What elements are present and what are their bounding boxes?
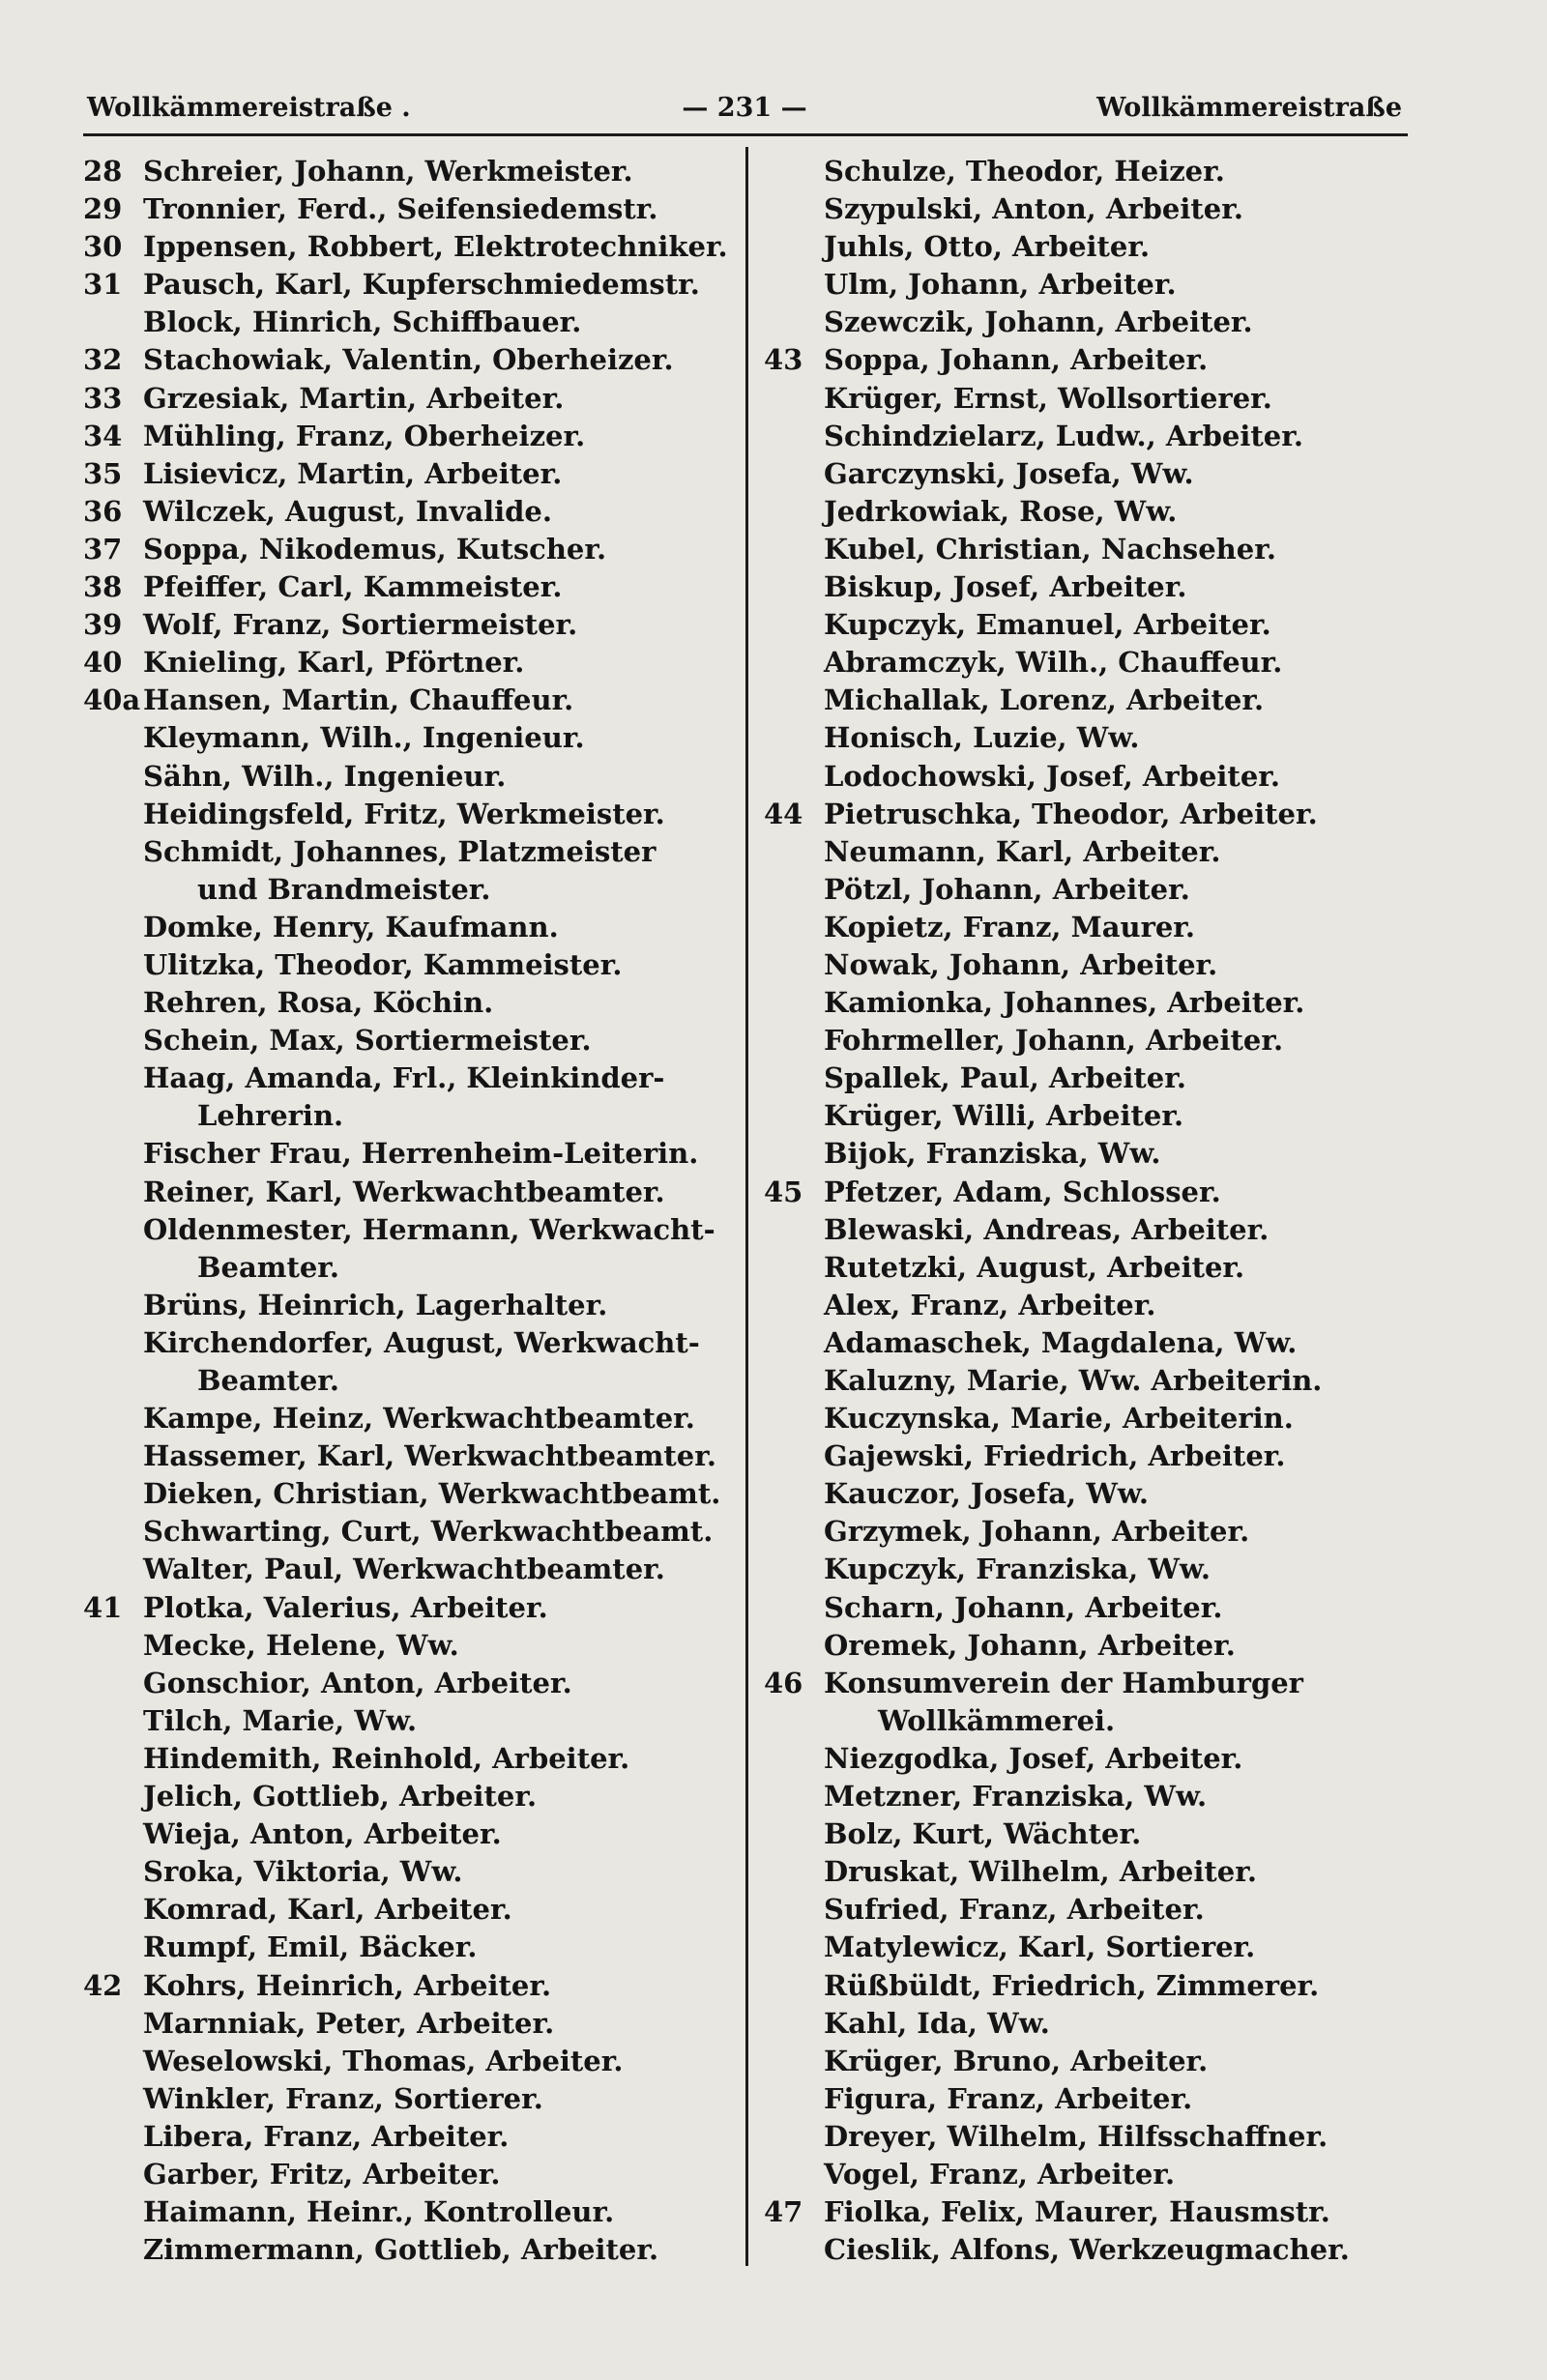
resident-entry	[764, 455, 1412, 493]
resident-entry	[764, 2231, 1412, 2269]
resident-text: Komrad, Karl, Arbeiter.	[143, 1893, 512, 1927]
resident-text: Beamter.	[197, 1364, 339, 1397]
resident-text: Blewaski, Andreas, Arbeiter.	[824, 1212, 1270, 1246]
resident-entry	[83, 1287, 731, 1324]
resident-entry	[764, 719, 1412, 757]
resident-text: Fohrmeller, Johann, Arbeiter.	[824, 1024, 1284, 1058]
resident-entry	[764, 1324, 1412, 1362]
resident-text: Kuczynska, Marie, Arbeiterin.	[824, 1402, 1294, 1436]
resident-text: Kampe, Heinz, Werkwachtbeamter.	[143, 1402, 695, 1436]
resident-text: Vogel, Franz, Arbeiter.	[824, 2157, 1176, 2191]
resident-entry	[764, 1778, 1412, 1815]
resident-entry	[764, 2156, 1412, 2193]
resident-text: Kohrs, Heinrich, Arbeiter.	[143, 1968, 552, 2002]
resident-text: Honisch, Luzie, Ww.	[824, 721, 1140, 755]
resident-text: Haimann, Heinr., Kontrolleur.	[143, 2195, 615, 2229]
resident-text: Ulm, Johann, Arbeiter.	[824, 268, 1177, 302]
resident-text: Walter, Paul, Werkwachtbeamter.	[143, 1553, 665, 1586]
resident-entry	[764, 1551, 1412, 1588]
resident-entry	[83, 644, 731, 682]
resident-text: Libera, Franz, Arbeiter.	[143, 2119, 510, 2153]
resident-text: Kubel, Christian, Nachseher.	[824, 532, 1276, 566]
resident-entry	[83, 2156, 731, 2193]
resident-text: Krüger, Willi, Arbeiter.	[824, 1099, 1184, 1133]
resident-text: Kahl, Ida, Ww.	[824, 2006, 1050, 2040]
resident-entry	[83, 418, 731, 455]
resident-text: Soppa, Nikodemus, Kutscher.	[143, 532, 607, 566]
resident-text: Hansen, Martin, Chauffeur.	[143, 683, 574, 717]
resident-entry	[83, 493, 731, 531]
resident-entry	[764, 1249, 1412, 1287]
resident-entry	[83, 719, 731, 757]
resident-entry	[764, 1967, 1412, 2005]
resident-entry	[764, 871, 1412, 909]
resident-entry	[83, 1589, 731, 1627]
resident-entry	[83, 2118, 731, 2156]
resident-entry	[83, 1853, 731, 1891]
resident-entry	[83, 1513, 731, 1551]
resident-entry	[83, 2231, 731, 2269]
resident-entry	[764, 2193, 1412, 2231]
resident-text: Szypulski, Anton, Arbeiter.	[824, 192, 1243, 226]
resident-entry	[764, 2118, 1412, 2156]
house-number: 46	[764, 1666, 803, 1699]
house-number: 36	[83, 494, 123, 528]
house-number: 38	[83, 570, 123, 604]
resident-text: Sroka, Viktoria, Ww.	[143, 1855, 463, 1889]
resident-text: Kupczyk, Emanuel, Arbeiter.	[824, 608, 1271, 642]
resident-entry	[764, 266, 1412, 304]
resident-text: Wieja, Anton, Arbeiter.	[143, 1817, 502, 1851]
resident-text: Heidingsfeld, Fritz, Werkmeister.	[143, 797, 665, 830]
house-number: 32	[83, 343, 123, 377]
resident-text: Kupczyk, Franziska, Ww.	[824, 1553, 1211, 1586]
resident-text: Pötzl, Johann, Arbeiter.	[824, 872, 1190, 906]
resident-entry	[764, 2043, 1412, 2080]
resident-text: Dreyer, Wilhelm, Hilfsschaffner.	[824, 2119, 1328, 2153]
resident-entry	[764, 1400, 1412, 1437]
resident-text: Mecke, Helene, Ww.	[143, 1628, 459, 1662]
resident-entry	[764, 1287, 1412, 1324]
house-number: 40a	[83, 683, 141, 717]
resident-text: Niezgodka, Josef, Arbeiter.	[824, 1741, 1243, 1775]
resident-entry	[83, 568, 731, 606]
resident-text: Zimmermann, Gottlieb, Arbeiter.	[143, 2233, 659, 2267]
house-number: 44	[764, 797, 803, 830]
resident-text: Abramczyk, Wilh., Chauffeur.	[824, 646, 1283, 680]
resident-text: Szewczik, Johann, Arbeiter.	[824, 305, 1253, 339]
resident-entry	[764, 531, 1412, 568]
resident-entry	[83, 1702, 731, 1740]
house-number: 29	[83, 192, 123, 226]
resident-text: Michallak, Lorenz, Arbeiter.	[824, 683, 1265, 717]
resident-entry	[83, 758, 731, 796]
resident-text: Winkler, Franz, Sortierer.	[143, 2081, 543, 2115]
resident-entry	[764, 682, 1412, 719]
resident-text: Adamaschek, Magdalena, Ww.	[824, 1325, 1298, 1359]
resident-entry	[83, 228, 731, 266]
resident-entry	[83, 153, 731, 190]
house-number: 39	[83, 608, 123, 642]
resident-text: Figura, Franz, Arbeiter.	[824, 2081, 1193, 2115]
resident-text: Spallek, Paul, Arbeiter.	[824, 1061, 1186, 1095]
resident-text: Kaluzny, Marie, Ww. Arbeiterin.	[824, 1364, 1323, 1397]
resident-entry	[83, 1324, 731, 1362]
resident-entry	[83, 266, 731, 304]
resident-text: Knieling, Karl, Pförtner.	[143, 646, 525, 680]
resident-entry	[764, 568, 1412, 606]
resident-text: Kleymann, Wilh., Ingenieur.	[143, 721, 585, 755]
resident-entry	[83, 946, 731, 984]
resident-entry	[764, 1475, 1412, 1513]
resident-entry	[764, 833, 1412, 871]
resident-entry	[83, 1135, 731, 1173]
resident-text: Grzesiak, Martin, Arbeiter.	[143, 381, 565, 415]
column-divider	[745, 147, 748, 2266]
resident-text: Grzymek, Johann, Arbeiter.	[824, 1515, 1250, 1549]
resident-text: Krüger, Bruno, Arbeiter.	[824, 2044, 1209, 2077]
resident-text: Pausch, Karl, Kupferschmiedemstr.	[143, 268, 700, 302]
resident-text: Wilczek, August, Invalide.	[143, 494, 552, 528]
resident-entry	[764, 1665, 1412, 1702]
resident-text: Oremek, Johann, Arbeiter.	[824, 1628, 1236, 1662]
resident-entry	[83, 1967, 731, 2005]
page-number: — 231 —	[682, 93, 807, 123]
resident-entry	[764, 1740, 1412, 1778]
header-street-right: Wollkämmereistraße	[1096, 93, 1402, 123]
resident-entry	[83, 1022, 731, 1059]
resident-text: Alex, Franz, Arbeiter.	[824, 1288, 1156, 1321]
resident-text: Pfetzer, Adam, Schlosser.	[824, 1175, 1221, 1208]
resident-entry	[764, 1589, 1412, 1627]
entry-continuation	[764, 1702, 1412, 1740]
entry-continuation	[83, 1249, 731, 1287]
resident-text: Bolz, Kurt, Wächter.	[824, 1817, 1142, 1851]
header-rule	[83, 133, 1408, 136]
resident-entry	[764, 380, 1412, 418]
resident-text: Scharn, Johann, Arbeiter.	[824, 1590, 1223, 1624]
resident-text: Rutetzki, August, Arbeiter.	[824, 1250, 1245, 1284]
resident-text: Bijok, Franziska, Ww.	[824, 1137, 1161, 1171]
resident-entry	[764, 1815, 1412, 1853]
resident-entry	[764, 190, 1412, 228]
resident-entry	[83, 682, 731, 719]
resident-text: Ulitzka, Theodor, Kammeister.	[143, 947, 623, 981]
house-number: 28	[83, 155, 123, 188]
resident-entry	[83, 190, 731, 228]
resident-entry	[83, 606, 731, 644]
resident-entry	[764, 1022, 1412, 1059]
house-number: 43	[764, 343, 803, 377]
resident-text: Mühling, Franz, Oberheizer.	[143, 419, 586, 452]
resident-entry	[83, 1551, 731, 1588]
resident-entry	[764, 758, 1412, 796]
resident-text: Fischer Frau, Herrenheim-Leiterin.	[143, 1137, 699, 1171]
house-number: 31	[83, 268, 123, 302]
resident-entry	[83, 1740, 731, 1778]
resident-entry	[83, 1627, 731, 1665]
resident-entry	[83, 2043, 731, 2080]
resident-entry	[764, 796, 1412, 833]
resident-text: Sähn, Wilh., Ingenieur.	[143, 759, 507, 793]
resident-entry	[83, 1211, 731, 1249]
house-number: 33	[83, 381, 123, 415]
resident-text: Nowak, Johann, Arbeiter.	[824, 947, 1218, 981]
resident-entry	[764, 341, 1412, 379]
resident-text: Neumann, Karl, Arbeiter.	[824, 834, 1221, 868]
resident-entry	[83, 1174, 731, 1211]
resident-entry	[83, 909, 731, 946]
resident-text: Schreier, Johann, Werkmeister.	[143, 155, 633, 188]
resident-text: Pietruschka, Theodor, Arbeiter.	[824, 797, 1318, 830]
resident-text: Cieslik, Alfons, Werkzeugmacher.	[824, 2233, 1350, 2267]
resident-entry	[83, 1400, 731, 1437]
resident-text: Schindzielarz, Ludw., Arbeiter.	[824, 419, 1303, 452]
resident-text: Tronnier, Ferd., Seifensiedemstr.	[143, 192, 658, 226]
resident-text: Lehrerin.	[197, 1099, 344, 1133]
resident-entry	[83, 341, 731, 379]
house-number: 47	[764, 2195, 803, 2229]
resident-entry	[764, 1211, 1412, 1249]
resident-text: Garber, Fritz, Arbeiter.	[143, 2157, 501, 2191]
resident-entry	[83, 984, 731, 1022]
house-number: 35	[83, 456, 123, 490]
resident-text: Ippensen, Robbert, Elektrotechniker.	[143, 230, 728, 264]
house-number: 34	[83, 419, 123, 452]
resident-entry	[83, 2080, 731, 2118]
resident-entry	[764, 1174, 1412, 1211]
resident-entry	[764, 1059, 1412, 1097]
resident-entry	[764, 1891, 1412, 1929]
resident-entry	[764, 228, 1412, 266]
resident-text: Oldenmester, Hermann, Werkwacht-	[143, 1212, 715, 1246]
resident-text: Matylewicz, Karl, Sortierer.	[824, 1930, 1256, 1964]
resident-text: Schein, Max, Sortiermeister.	[143, 1024, 592, 1058]
resident-entry	[764, 1627, 1412, 1665]
resident-text: Gonschior, Anton, Arbeiter.	[143, 1666, 572, 1699]
resident-text: Stachowiak, Valentin, Oberheizer.	[143, 343, 674, 377]
resident-text: Jelich, Gottlieb, Arbeiter.	[143, 1780, 538, 1814]
resident-entry	[83, 1665, 731, 1702]
resident-text: Gajewski, Friedrich, Arbeiter.	[824, 1439, 1286, 1473]
resident-entry	[764, 984, 1412, 1022]
resident-text: Domke, Henry, Kaufmann.	[143, 910, 559, 943]
resident-entry	[83, 2005, 731, 2043]
resident-entry	[764, 1135, 1412, 1173]
house-number: 37	[83, 532, 123, 566]
resident-text: Krüger, Ernst, Wollsortierer.	[824, 381, 1272, 415]
resident-entry	[764, 644, 1412, 682]
resident-entry	[764, 946, 1412, 984]
resident-entry	[764, 153, 1412, 190]
resident-text: Juhls, Otto, Arbeiter.	[824, 230, 1151, 264]
resident-text: Rumpf, Emil, Bäcker.	[143, 1930, 478, 1964]
resident-text: Beamter.	[197, 1250, 339, 1284]
resident-text: Rehren, Rosa, Köchin.	[143, 986, 494, 1020]
resident-entry	[83, 1778, 731, 1815]
resident-entry	[83, 796, 731, 833]
resident-entry	[764, 1097, 1412, 1135]
resident-text: Metzner, Franziska, Ww.	[824, 1780, 1208, 1814]
resident-entry	[83, 1891, 731, 1929]
resident-text: Hassemer, Karl, Werkwachtbeamter.	[143, 1439, 716, 1473]
resident-text: Kauczor, Josefa, Ww.	[824, 1477, 1149, 1511]
resident-entry	[764, 1437, 1412, 1475]
header-street-left: Wollkämmereistraße .	[87, 93, 411, 123]
resident-text: Kirchendorfer, August, Werkwacht-	[143, 1325, 700, 1359]
resident-entry	[83, 1929, 731, 1966]
resident-text: Marnniak, Peter, Arbeiter.	[143, 2006, 555, 2040]
resident-text: Soppa, Johann, Arbeiter.	[824, 343, 1209, 377]
resident-entry	[83, 304, 731, 341]
resident-text: Rüßbüldt, Friedrich, Zimmerer.	[824, 1968, 1320, 2002]
resident-entry	[764, 1853, 1412, 1891]
resident-entry	[83, 531, 731, 568]
house-number: 40	[83, 646, 123, 680]
resident-entry	[764, 2005, 1412, 2043]
resident-entry	[83, 455, 731, 493]
resident-entry	[83, 833, 731, 871]
resident-text: Kopietz, Franz, Maurer.	[824, 910, 1196, 943]
resident-text: Sufried, Franz, Arbeiter.	[824, 1893, 1205, 1927]
resident-text: Lisievicz, Martin, Arbeiter.	[143, 456, 563, 490]
entry-continuation	[83, 1097, 731, 1135]
resident-text: und Brandmeister.	[197, 872, 491, 906]
resident-text: Tilch, Marie, Ww.	[143, 1703, 418, 1737]
resident-text: Reiner, Karl, Werkwachtbeamter.	[143, 1175, 665, 1208]
house-number: 42	[83, 1968, 123, 2002]
resident-text: Fiolka, Felix, Maurer, Hausmstr.	[824, 2195, 1330, 2229]
resident-text: Schmidt, Johannes, Platzmeister	[143, 834, 657, 868]
resident-entry	[764, 493, 1412, 531]
resident-entry	[764, 1362, 1412, 1400]
resident-text: Wollkämmerei.	[878, 1703, 1116, 1737]
resident-entry	[83, 1475, 731, 1513]
resident-entry	[764, 606, 1412, 644]
resident-text: Hindemith, Reinhold, Arbeiter.	[143, 1741, 630, 1775]
resident-entry	[83, 380, 731, 418]
resident-text: Haag, Amanda, Frl., Kleinkinder-	[143, 1061, 665, 1095]
resident-entry	[764, 304, 1412, 341]
entry-continuation	[83, 871, 731, 909]
page-header	[87, 93, 1402, 131]
resident-text: Block, Hinrich, Schiffbauer.	[143, 305, 582, 339]
resident-entry	[83, 1815, 731, 1853]
resident-text: Pfeiffer, Carl, Kammeister.	[143, 570, 563, 604]
resident-entry	[764, 418, 1412, 455]
house-number: 45	[764, 1175, 803, 1208]
house-number: 30	[83, 230, 123, 264]
resident-text: Druskat, Wilhelm, Arbeiter.	[824, 1855, 1257, 1889]
resident-text: Biskup, Josef, Arbeiter.	[824, 570, 1187, 604]
resident-entry	[83, 1437, 731, 1475]
resident-text: Konsumverein der Hamburger	[824, 1666, 1303, 1699]
resident-text: Plotka, Valerius, Arbeiter.	[143, 1590, 548, 1624]
entry-continuation	[83, 1362, 731, 1400]
resident-text: Schwarting, Curt, Werkwachtbeamt.	[143, 1515, 714, 1549]
resident-text: Weselowski, Thomas, Arbeiter.	[143, 2044, 624, 2077]
resident-text: Wolf, Franz, Sortiermeister.	[143, 608, 578, 642]
resident-entry	[83, 2193, 731, 2231]
house-number: 41	[83, 1590, 123, 1624]
resident-text: Schulze, Theodor, Heizer.	[824, 155, 1225, 188]
resident-text: Dieken, Christian, Werkwachtbeamt.	[143, 1477, 721, 1511]
resident-entry	[764, 909, 1412, 946]
resident-text: Garczynski, Josefa, Ww.	[824, 456, 1194, 490]
right-column	[764, 153, 1412, 2269]
resident-text: Kamionka, Johannes, Arbeiter.	[824, 986, 1305, 1020]
resident-entry	[83, 1059, 731, 1097]
resident-text: Jedrkowiak, Rose, Ww.	[824, 494, 1178, 528]
resident-text: Lodochowski, Josef, Arbeiter.	[824, 759, 1280, 793]
resident-entry	[764, 2080, 1412, 2118]
resident-entry	[764, 1513, 1412, 1551]
resident-text: Brüns, Heinrich, Lagerhalter.	[143, 1288, 608, 1321]
left-column	[83, 153, 731, 2269]
resident-entry	[764, 1929, 1412, 1966]
